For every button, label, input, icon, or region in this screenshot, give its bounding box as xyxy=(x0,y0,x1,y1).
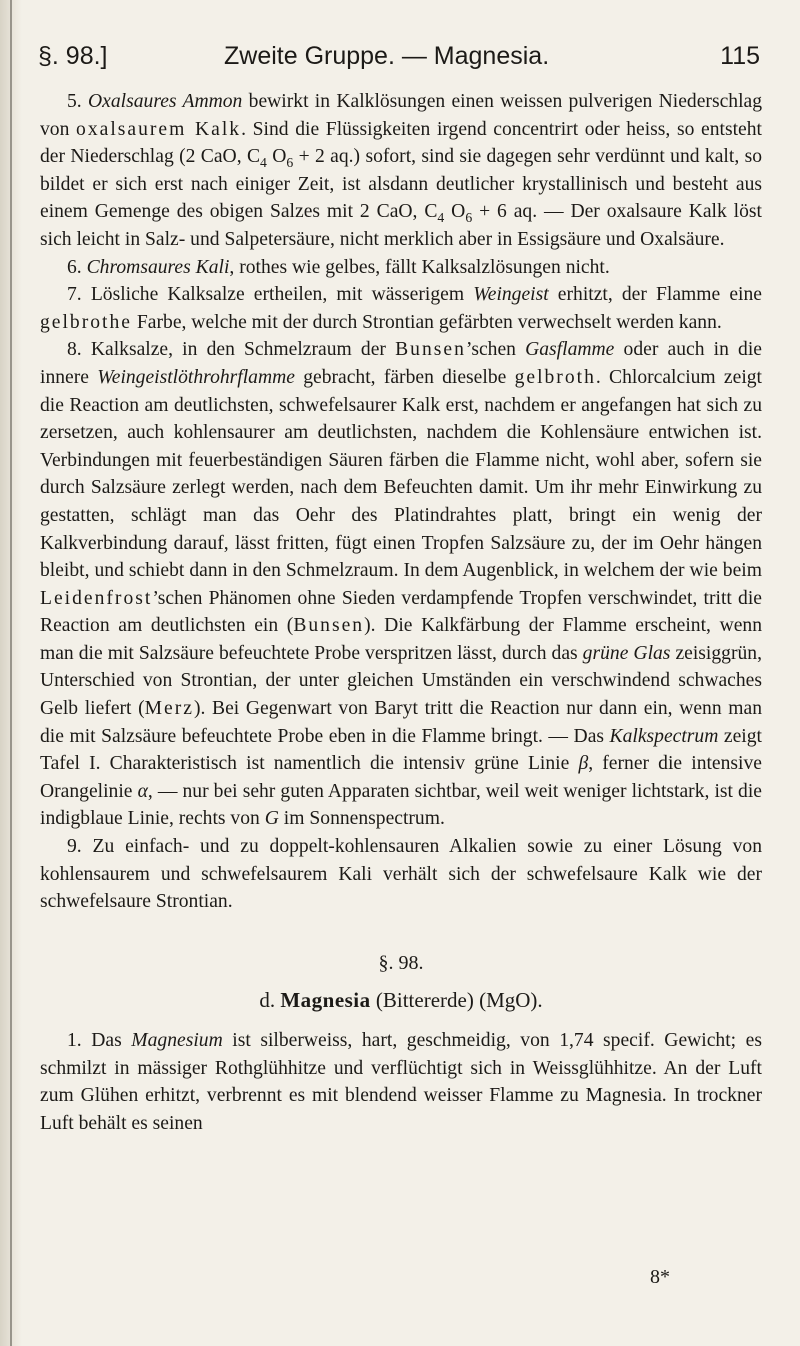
text-run: + 6 aq. — Der oxalsaure Kalk löst sich leicht in Salz- und Salpetersäure, nicht merklich aber in Essigsäure und Oxalsäure. xyxy=(40,201,762,250)
paragraph-number: 1. xyxy=(67,1030,82,1051)
text-run: erhitzt, der Flamme eine xyxy=(548,284,762,306)
text-run: Lösliche Kalksalze ertheilen, mit wässerigem xyxy=(90,284,474,306)
text-run: zeigt Tafel I. Charakteristisch ist namentlich die intensiv grüne Linie xyxy=(40,725,762,775)
subscript: 4 xyxy=(260,155,267,171)
reagent-term: grüne Glas xyxy=(582,642,671,664)
text-run: Zu einfach- und zu doppelt-kohlensauren Alkalien sowie zu einer Lösung von kohlensaurem und schwefelsaurem Kali verhält sich der schwefelsaure Kalk wie der schwefelsaure Strontian. xyxy=(40,836,763,913)
paragraph-number: 8. xyxy=(67,339,82,361)
paragraph-7 xyxy=(40,281,762,336)
signature-mark: 8* xyxy=(650,1266,670,1288)
page-number: 115 xyxy=(720,42,760,70)
section-letter: d. xyxy=(259,988,276,1013)
paragraph-number: 7. xyxy=(67,284,82,306)
subscript: 4 xyxy=(437,210,445,226)
paragraph-number: 6. xyxy=(67,256,82,278)
text-run: oder auch in die innere xyxy=(40,339,762,388)
reagent-term: Gasflamme xyxy=(525,339,615,361)
text-run: Kalksalze, in den Schmelzraum der xyxy=(90,339,396,361)
author-name: Bunsen xyxy=(293,615,365,637)
text-run: , ferner die intensive Orangelinie xyxy=(40,753,762,802)
subscript: 6 xyxy=(286,155,294,171)
text-run: . Chlorcalcium zeigt die Reaction am deutlichsten, schwefelsaurer Kalk erst, nachdem er angefangen hat sich zu zersetzen, auch kohlensaurer am deutlichsten, nachdem die Kohlensäure entwichen ist. Verbindungen mit feuerbeständigen Säuren färben die Flamme nicht, wohl aber, sofern sie durch Salzsäure zerlegt werden, nach dem Befeuchten damit. Um ihr mehr Einwirkung zu gestatten, schlägt man das Oehr des Platindrahtes platt, bringt ein wenig der Kalkverbindung darauf, lässt fritten, fügt einen Tropfen Salzsäure zu, der im Oehr hängen bleibt, und schiebt dann in den Schmelzraum. In dem Augenblick, in welchem der wie beim xyxy=(40,366,763,582)
greek-symbol: β xyxy=(578,753,589,775)
text-run: O xyxy=(266,146,287,168)
text-run: ’schen Phänomen ohne Sieden verdampfende Tropfen verschwindet, tritt die Reaction am deutlichsten ein ( xyxy=(40,587,762,637)
binding-edge-line xyxy=(10,0,12,1346)
text-run: ’schen xyxy=(465,339,526,361)
text-run: . Sind die Flüssigkeiten irgend concentrirt oder heiss, so entsteht der Niederschlag (2 CaO, C xyxy=(40,118,762,168)
text-run: O xyxy=(444,201,466,223)
section-number: §. 98. xyxy=(378,951,424,974)
paragraph-5 xyxy=(40,88,762,254)
paragraph-9 xyxy=(40,833,762,916)
text-run: gebracht, färben dieselbe xyxy=(294,366,515,388)
spectral-line-label: G xyxy=(264,808,279,830)
reagent-term: Weingeistlöthrohrflamme xyxy=(97,366,295,388)
paragraph-8 xyxy=(40,336,762,833)
text-run: ist silberweiss, hart, geschmeidig, von 1,74 specif. Gewicht; es schmilzt in mässiger Rothglühhitze und verflüchtigt sich in Weissglühhitze. An der Luft zum Glühen erhitzt, verbrennt es mit blendend weisser Flamme zu Magnesia. In trockner Luft behält es seinen xyxy=(40,1030,762,1134)
reagent-term: Kalkspectrum xyxy=(609,725,719,747)
text-run: , — nur bei sehr guten Apparaten sichtbar, weil weit weniger lichtstark, ist die indigblaue Linie, rechts von xyxy=(40,780,762,830)
reagent-term: Weingeist xyxy=(473,284,549,306)
subscript: 6 xyxy=(465,210,473,226)
section-name-rest: (Bittererde) (MgO). xyxy=(370,988,543,1013)
reagent-term: Chromsaures Kali xyxy=(86,256,230,278)
section-title xyxy=(40,987,762,1015)
text-run: ). Bei Gegenwart von Baryt tritt die Reaction nur dann ein, wenn man die mit Salzsäure befeuchtete Probe eben in die Flamme bringt. — Das xyxy=(40,698,762,747)
emphasized-term: oxalsaurem Kalk xyxy=(76,118,242,140)
text-run: + 2 aq.) sofort, sind sie dagegen sehr verdünnt und kalt, so bildet er sich erst nach einiger Zeit, ist alsdann deutlicher krystallinisch und besteht aus einem Gemenge des obigen Salzes mit 2 CaO, C xyxy=(40,146,762,223)
author-name: Merz xyxy=(144,698,194,720)
text-run: Farbe, welche mit der durch Strontian gefärbten verwechselt werden kann. xyxy=(132,311,722,333)
section-name: Magnesia xyxy=(280,988,371,1013)
page-body xyxy=(40,88,762,1137)
header-section-ref: §. 98.] xyxy=(38,42,108,70)
text-run: Das xyxy=(91,1030,132,1051)
reagent-term: Magnesium xyxy=(131,1030,223,1051)
running-header xyxy=(38,42,760,82)
paragraph-number: 9. xyxy=(67,836,82,858)
reagent-term: Oxalsaures Ammon xyxy=(88,91,243,112)
text-run: , rothes wie gelbes, fällt Kalksalzlösungen nicht. xyxy=(229,256,610,278)
greek-symbol: α xyxy=(137,780,148,802)
emphasized-term: gelbroth xyxy=(514,366,596,388)
text-run: ). Die Kalkfärbung der Flamme erscheint, wenn man die mit Salzsäure befeuchtete Probe verspritzen lässt, durch das xyxy=(40,615,763,664)
paragraph-number: 5. xyxy=(67,91,82,112)
header-title: Zweite Gruppe. — Magnesia. xyxy=(224,42,550,70)
paragraph-6 xyxy=(40,254,762,282)
author-name: Bunsen xyxy=(395,339,466,361)
author-name: Leidenfrost xyxy=(40,587,153,609)
text-run: bewirkt in Kalklösungen einen weissen pulverigen Niederschlag von xyxy=(40,91,763,140)
text-run: im Sonnenspectrum. xyxy=(278,808,445,830)
emphasized-term: gelbrothe xyxy=(40,311,132,333)
magnesia-paragraph-1 xyxy=(40,1027,762,1137)
text-run: zeisiggrün, Unterschied von Strontian, der unter gleichen Umständen ein verschwindend schwaches Gelb liefert ( xyxy=(40,642,762,720)
